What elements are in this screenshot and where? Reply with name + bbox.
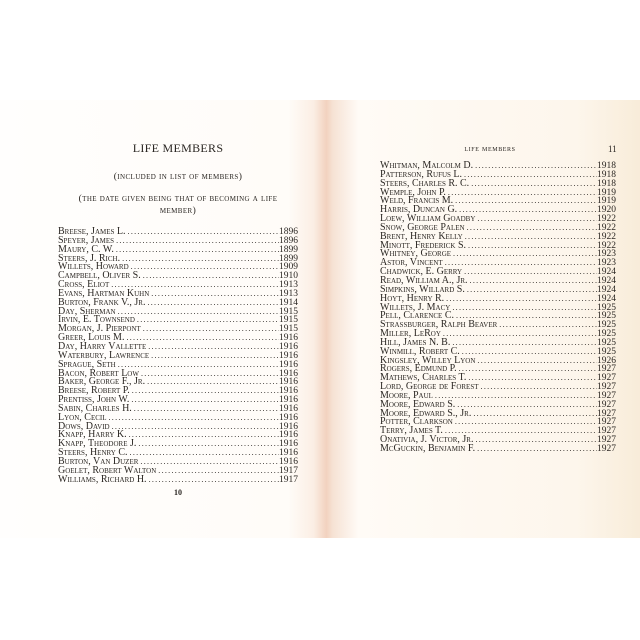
member-year: 1915 — [279, 324, 298, 335]
member-name: Loew, William Goadby — [380, 213, 476, 225]
member-year: 1910 — [279, 271, 298, 282]
member-year: 1917 — [279, 465, 298, 476]
member-name: Steers, J. Rich. — [58, 252, 121, 264]
member-name: Miller, LeRoy — [380, 328, 441, 340]
member-name: Day, Harry Vallette — [58, 340, 147, 352]
dot-leader — [471, 180, 597, 189]
dot-leader — [147, 378, 279, 387]
member-year: 1923 — [597, 249, 616, 260]
dot-leader — [475, 162, 597, 171]
member-name: Speyer, James — [58, 234, 115, 246]
member-year: 1924 — [597, 293, 616, 304]
dot-leader — [126, 334, 279, 343]
member-name: Pell, Clarence C. — [380, 310, 455, 322]
dot-leader — [457, 401, 597, 410]
member-year: 1925 — [597, 337, 616, 348]
member-year: 1923 — [597, 258, 616, 269]
dot-leader — [140, 458, 279, 467]
dot-leader — [464, 171, 597, 180]
dot-leader — [118, 361, 279, 370]
member-year: 1913 — [279, 280, 298, 291]
member-year: 1916 — [279, 377, 298, 388]
member-name: Harris, Duncan G. — [380, 204, 458, 216]
dot-leader — [132, 387, 279, 396]
member-year: 1916 — [279, 456, 298, 467]
dot-leader — [481, 383, 597, 392]
member-year: 1927 — [597, 426, 616, 437]
member-name: Breese, James L. — [58, 226, 126, 237]
member-name: Dows, David — [58, 420, 110, 432]
dot-leader — [468, 242, 597, 251]
member-year: 1909 — [279, 262, 298, 273]
dot-leader — [116, 246, 279, 255]
dot-leader — [147, 299, 279, 308]
dot-leader — [467, 286, 597, 295]
dot-leader — [128, 228, 279, 237]
member-year: 1924 — [597, 284, 616, 295]
member-year: 1920 — [597, 205, 616, 216]
member-name: Simpkins, Willard S. — [380, 283, 465, 295]
member-year: 1916 — [279, 350, 298, 361]
member-year: 1916 — [279, 403, 298, 414]
dot-leader — [148, 343, 279, 352]
member-name: Lyon, Cecil — [58, 411, 107, 423]
member-name: Kingsley, Willey Lyon — [380, 354, 476, 366]
member-year: 1919 — [597, 187, 616, 198]
member-name: Mathews, Charles T. — [380, 372, 467, 384]
member-list — [58, 228, 298, 484]
member-name: Astor, Vincent — [380, 257, 443, 269]
dot-leader — [452, 304, 597, 313]
member-year: 1916 — [279, 430, 298, 441]
member-year: 1925 — [597, 320, 616, 331]
member-year: 1927 — [597, 373, 616, 384]
dot-leader — [151, 352, 279, 361]
member-name: Bacon, Robert Low — [58, 367, 139, 379]
member-name: McGuckin, Benjamin F. — [380, 443, 476, 454]
subtitle: (included in list of members) — [113, 172, 243, 182]
member-year: 1925 — [597, 311, 616, 322]
member-name: Lord, George de Forest — [380, 381, 479, 393]
running-header: life members — [464, 144, 516, 153]
member-name: Waterbury, Lawrence — [58, 349, 150, 361]
member-year: 1917 — [279, 474, 298, 485]
dot-leader — [459, 365, 597, 374]
dot-leader — [470, 277, 597, 286]
dot-leader — [122, 255, 279, 264]
member-name: Sabin, Charles H. — [58, 402, 132, 414]
member-name: Patterson, Rufus L. — [380, 168, 463, 180]
dot-leader — [443, 330, 597, 339]
member-year: 1916 — [279, 359, 298, 370]
dot-leader — [118, 308, 279, 317]
member-year: 1916 — [279, 412, 298, 423]
dot-leader — [467, 224, 597, 233]
member-name: Willets, J. Macy — [380, 301, 451, 313]
dot-leader — [453, 250, 597, 259]
member-year: 1916 — [279, 448, 298, 459]
member-year: 1916 — [279, 421, 298, 432]
dot-leader — [116, 237, 279, 246]
member-name: Hill, James N. B. — [380, 336, 451, 348]
page-number: 11 — [608, 144, 617, 154]
member-year: 1918 — [597, 161, 616, 171]
dot-leader — [143, 325, 279, 334]
member-year: 1927 — [597, 364, 616, 375]
dot-leader — [468, 374, 597, 383]
member-name: Winmill, Robert C. — [380, 345, 460, 357]
member-name: Burton, Van Duzer — [58, 455, 139, 467]
member-year: 1922 — [597, 214, 616, 225]
member-name: Rogers, Edmund P. — [380, 363, 457, 375]
dot-leader — [477, 445, 597, 454]
member-name: Knapp, Theodore J. — [58, 438, 137, 450]
member-year: 1913 — [279, 288, 298, 299]
dot-leader — [452, 339, 597, 348]
page-title: LIFE MEMBERS — [132, 141, 224, 155]
member-year: 1916 — [279, 341, 298, 352]
dot-leader — [158, 467, 279, 476]
member-name: Terry, James T. — [380, 425, 443, 437]
member-name: Steers, Henry C. — [58, 447, 128, 459]
member-year: 1924 — [597, 275, 616, 286]
member-name: Chadwick, E. Gerry — [380, 266, 463, 278]
member-name: Whitman, Malcolm D. — [380, 160, 474, 171]
dot-leader — [462, 348, 597, 357]
member-name: Prentiss, John W. — [58, 394, 130, 406]
member-name: Knapp, Harry K. — [58, 429, 127, 441]
member-name: Moore, Edward S. — [380, 398, 456, 410]
member-year: 1922 — [597, 240, 616, 251]
member-entry — [380, 445, 616, 454]
member-year: 1916 — [279, 368, 298, 379]
member-name: Whitney, George — [380, 248, 452, 260]
member-name: Breese, Robert P. — [58, 385, 130, 397]
member-name: Potter, Clarkson — [380, 416, 453, 428]
member-name: Moore, Paul — [380, 389, 433, 401]
member-name: Strassburger, Ralph Beaver — [380, 319, 498, 331]
dot-leader — [446, 295, 597, 304]
member-name: Campbell, Oliver S. — [58, 270, 141, 282]
member-year: 1918 — [597, 169, 616, 180]
dot-leader — [141, 370, 279, 379]
member-year: 1914 — [279, 297, 298, 308]
dot-leader — [137, 316, 279, 325]
dot-leader — [134, 405, 279, 414]
member-name: Snow, George Palen — [380, 221, 465, 233]
member-name: Evans, Hartman Kuhn — [58, 287, 150, 299]
member-year: 1925 — [597, 329, 616, 340]
dot-leader — [473, 410, 597, 419]
dot-leader — [464, 268, 597, 277]
member-year: 1916 — [279, 333, 298, 344]
open-book — [0, 100, 640, 538]
dot-leader — [131, 396, 279, 405]
member-year: 1927 — [597, 382, 616, 393]
member-year: 1927 — [597, 435, 616, 446]
dot-leader — [151, 290, 279, 299]
member-year: 1922 — [597, 222, 616, 233]
member-year: 1922 — [597, 231, 616, 242]
member-name: Cross, Eliot — [58, 279, 110, 291]
member-name: Greer, Louis M. — [58, 332, 125, 344]
member-name: Morgan, J. Pierpont — [58, 323, 141, 335]
dot-leader — [459, 206, 597, 215]
member-name: Onativia, J. Victor, Jr. — [380, 434, 474, 446]
member-year: 1924 — [597, 267, 616, 278]
dot-leader — [477, 215, 597, 224]
member-name: Irvin, E. Townsend — [58, 314, 135, 326]
member-year: 1927 — [597, 444, 616, 454]
member-name: Weld, Francis M. — [380, 195, 454, 207]
member-year: 1915 — [279, 306, 298, 317]
dot-leader — [109, 414, 280, 423]
member-year: 1899 — [279, 244, 298, 255]
subtitle-note: (the date given being that of becoming a life member) — [78, 194, 278, 216]
member-year: 1927 — [597, 390, 616, 401]
dot-leader — [149, 476, 279, 485]
dot-leader — [445, 259, 597, 268]
member-name: Maury, C. W. — [58, 243, 114, 255]
member-name: Read, William A., Jr. — [380, 274, 468, 286]
member-name: Baker, George F., Jr. — [58, 376, 146, 388]
member-name: Minott, Frederick S. — [380, 239, 467, 251]
dot-leader — [143, 272, 279, 281]
member-name: Burton, Frank V., Jr. — [58, 296, 146, 308]
member-name: Hoyt, Henry R. — [380, 292, 445, 304]
dot-leader — [435, 392, 597, 401]
member-year: 1926 — [597, 355, 616, 366]
member-year: 1896 — [279, 235, 298, 246]
member-name: Brent, Henry Kelly — [380, 230, 463, 242]
member-name: Steers, Charles R. C. — [380, 177, 470, 189]
dot-leader — [448, 189, 597, 198]
dot-leader — [112, 423, 279, 432]
member-year: 1916 — [279, 395, 298, 406]
member-year: 1916 — [279, 386, 298, 397]
member-year: 1925 — [597, 302, 616, 313]
member-name: Willets, Howard — [58, 261, 129, 273]
dot-leader — [499, 321, 597, 330]
member-year: 1919 — [597, 196, 616, 207]
dot-leader — [477, 357, 597, 366]
dot-leader — [455, 418, 597, 427]
dot-leader — [455, 197, 597, 206]
member-name: Moore, Edward S., Jr. — [380, 407, 472, 419]
dot-leader — [131, 263, 279, 272]
member-name: Goelet, Robert Walton — [58, 464, 157, 476]
member-name: Wemple, John P. — [380, 186, 446, 198]
dot-leader — [475, 436, 597, 445]
member-list — [380, 162, 616, 454]
page-number: 10 — [174, 488, 182, 497]
dot-leader — [129, 431, 279, 440]
member-year: 1916 — [279, 439, 298, 450]
member-entry — [58, 473, 298, 485]
member-year: 1925 — [597, 346, 616, 357]
member-year: 1896 — [279, 227, 298, 237]
member-name: Day, Sherman — [58, 305, 116, 317]
member-year: 1918 — [597, 178, 616, 189]
dot-leader — [130, 449, 279, 458]
dot-leader — [138, 440, 279, 449]
member-year: 1899 — [279, 253, 298, 264]
dot-leader — [465, 233, 597, 242]
member-name: Sprague, Seth — [58, 358, 116, 370]
member-year: 1915 — [279, 315, 298, 326]
member-year: 1927 — [597, 399, 616, 410]
member-name: Williams, Richard H. — [58, 473, 147, 485]
member-year: 1927 — [597, 417, 616, 428]
member-year: 1927 — [597, 408, 616, 419]
